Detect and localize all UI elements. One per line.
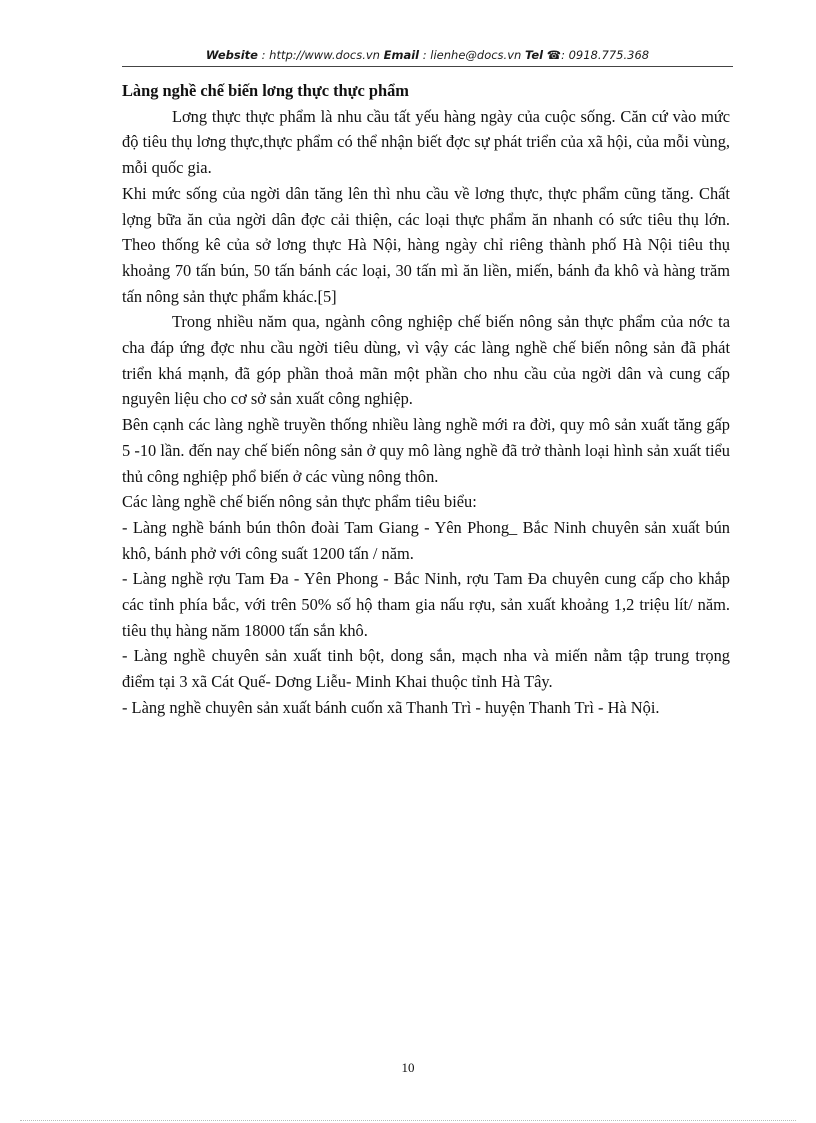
website-url[interactable]: http://www.docs.vn (269, 48, 380, 62)
email-label: Email (383, 48, 420, 62)
page-number: 10 (401, 1060, 415, 1075)
list-item: - Làng nghề chuyên sản xuất bánh cuốn xã Thanh Trì - huyện Thanh Trì - Hà Nội. (122, 697, 660, 717)
list-item: - Làng nghề rợu Tam Đa - Yên Phong - Bắc Ninh, rợu Tam Đa chuyên cung cấp cho khắp các tỉnh phía bắc, với trên 50% số hộ tham gia nấu rợu, sản xuất khoảng 1,2 triệu lít/ năm. tiêu thụ hàng năm 18000 tấn sắn khô. (122, 569, 730, 640)
paragraph: Khi mức sống của ngời dân tăng lên thì nhu cầu về lơng thực, thực phẩm cũng tăng. Chất lợng bữa ăn của ngời dân đợc cải thiện, các loại thực phẩm ăn nhanh có sức tiêu thụ lớn. Theo thống kê của sở lơng thực Hà Nội, hàng ngày chỉ riêng thành phố Hà Nội tiêu thụ khoảng 70 tấn bún, 50 tấn bánh các loại, 30 tấn mì ăn liền, miến, bánh đa khô và hàng trăm tấn nông sản thực phẩm khác.[5] (122, 183, 730, 306)
paragraph: Trong nhiều năm qua, ngành công nghiệp chế biến nông sản thực phẩm của nớc ta cha đáp ứng đợc nhu cầu ngời tiêu dùng, vì vậy các làng nghề chế biến nông sản đã phát triển khá mạnh, đã góp phần thoả mãn một phần cho nhu cầu của ngời dân và cung cấp nguyên liệu cho cơ sở sản xuất công nghiệp. (122, 312, 730, 409)
document-body (122, 78, 730, 721)
tel-label: Tel (524, 48, 544, 62)
section-title: Làng nghề chế biến lơng thực thực phẩm (122, 81, 409, 100)
website-label: Website (205, 48, 258, 62)
tel-number: 0918.775.368 (568, 48, 650, 62)
page-header: Website : http://www.docs.vn Email : lienhe@docs.vn Tel ☎: 0918.775.368 (205, 48, 650, 62)
header-divider (122, 66, 733, 67)
email-address[interactable]: lienhe@docs.vn (430, 48, 522, 62)
list-item: - Làng nghề bánh bún thôn đoài Tam Giang - Yên Phong_ Bắc Ninh chuyên sản xuất bún khô, bánh phở với công suất 1200 tấn / năm. (122, 517, 730, 563)
list-item: - Làng nghề chuyên sản xuất tinh bột, dong sắn, mạch nha và miến nằm tập trung trọng điểm tại 3 xã Cát Quế- Dơng Liễu- Minh Khai thuộc tỉnh Hà Tây. (122, 646, 730, 692)
paragraph: Lơng thực thực phẩm là nhu cầu tất yếu hàng ngày của cuộc sống. Căn cứ vào mức độ tiêu thụ lơng thực,thực phẩm có thể nhận biết đợc sự phát triển của xã hội, của mỗi vùng, mỗi quốc gia. (122, 106, 730, 178)
phone-icon: ☎ (546, 48, 562, 62)
page-bottom-divider (20, 1120, 796, 1121)
paragraph: Các làng nghề chế biến nông sản thực phẩm tiêu biểu: (122, 492, 477, 512)
paragraph: Bên cạnh các làng nghề truyền thống nhiều làng nghề mới ra đời, quy mô sản xuất tăng gấp 5 -10 lần. đến nay chế biến nông sản ở quy mô làng nghề đã trở thành loại hình sản xuất tiểu thủ công nghiệp phổ biến ở các vùng nông thôn. (122, 415, 730, 486)
